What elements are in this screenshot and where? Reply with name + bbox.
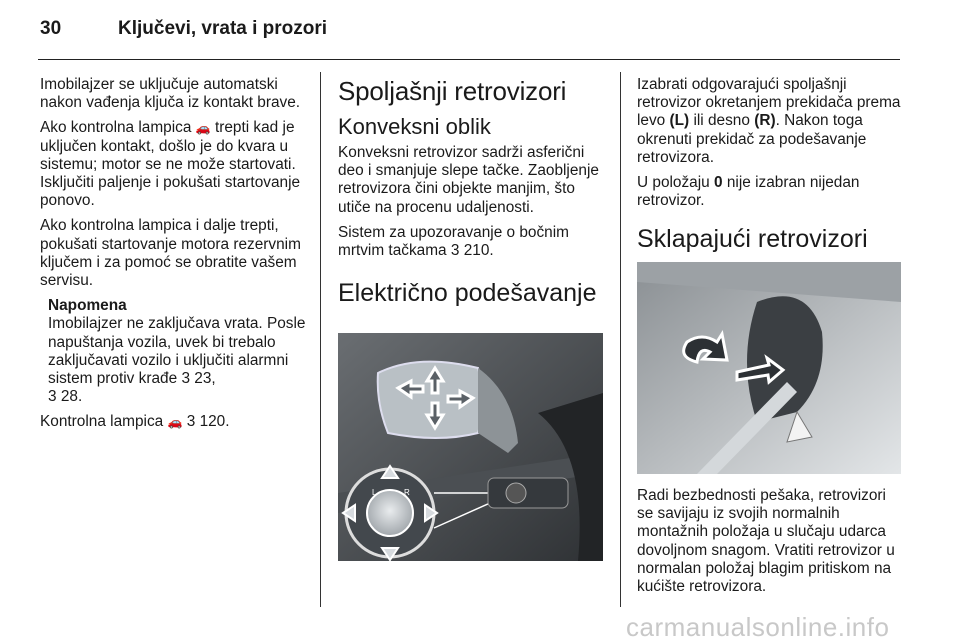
- car-lock-icon: 🚗: [195, 121, 211, 136]
- page-ref-icon: 3: [181, 370, 190, 388]
- text: ili desno: [693, 112, 750, 130]
- section-heading: Električno podešavanje: [338, 279, 597, 308]
- text: (R): [754, 112, 776, 130]
- text: (L): [669, 112, 690, 130]
- subsection-heading: Konveksni oblik: [338, 114, 491, 139]
- text: Imobilajzer ne zaključava vrata. Posle napuštanja vozila, uvek bi trebalo zaključavati vozilo i uključiti alarmni sistem protiv krađe: [48, 315, 306, 388]
- section-heading: Spoljašnji retrovizori: [338, 76, 567, 106]
- section-heading: Sklapajući retrovizori: [637, 225, 868, 254]
- paragraph: [40, 119, 308, 210]
- page-ref-icon: 3: [48, 388, 57, 406]
- page-header: [40, 18, 327, 40]
- switch-letter-r: R: [404, 488, 410, 497]
- text: Izabrati odgovarajući spoljašnji retrovizor okretanjem prekidača prema levo: [637, 76, 901, 130]
- text: nije izabran nijedan retrovizor.: [637, 174, 860, 210]
- text: . Nakon toga okrenuti prekidač za podešavanje retrovizora.: [637, 112, 867, 166]
- column-divider-1: [320, 72, 321, 607]
- text: Ako kontrolna lampica: [40, 119, 192, 137]
- switch-letter-l: L: [372, 488, 377, 497]
- note-box: [48, 297, 308, 406]
- paragraph: [637, 174, 905, 210]
- column-divider-2: [620, 72, 621, 607]
- paragraph: [637, 76, 905, 167]
- chapter-title: Ključevi, vrata i prozori: [118, 18, 328, 39]
- page-number: 30: [40, 18, 62, 39]
- paragraph: Konveksni retrovizor sadrži asferični deo i smanjuje slepe tačke. Zaobljenje retrovizora čini objekte manjim, što utiče na procenu udaljenosti.: [338, 144, 599, 216]
- column-2: [338, 76, 608, 324]
- note-text: [48, 315, 308, 406]
- text: 0: [714, 174, 723, 192]
- page-ref-icon: 3: [186, 413, 196, 431]
- paragraph: [40, 413, 308, 431]
- paragraph: [338, 224, 608, 260]
- text: 120.: [199, 413, 230, 431]
- text: 23,: [194, 370, 216, 388]
- column-1: [40, 76, 308, 439]
- watermark: carmanualsonline.info: [626, 612, 890, 642]
- car-lock-icon: 🚗: [167, 415, 183, 430]
- note-label: Napomena: [48, 297, 127, 315]
- paragraph: Ako kontrolna lampica i dalje trepti, pokušati startovanje motora rezervnim ključem i za pomoć se obratite vašem servisu.: [40, 217, 301, 290]
- column-3: [637, 76, 905, 270]
- text: U položaju: [637, 174, 710, 192]
- text: trepti kad je uključen kontakt, došlo je do kvara u sistemu; motor se ne može startovati. Isključiti paljenje i pokušati startovanje ponovo.: [40, 119, 301, 210]
- text: Kontrolna lampica: [40, 413, 164, 431]
- text: Sistem za upozoravanje o bočnim mrtvim tačkama: [338, 223, 569, 260]
- paragraph: Imobilajzer se uključuje automatski nakon vađenja ključa iz kontakt brave.: [40, 76, 301, 112]
- text: 210.: [463, 242, 494, 260]
- header-rule: [38, 59, 900, 60]
- paragraph: Radi bezbednosti pešaka, retrovizori se savijaju iz svojih normalnih montažnih položaja u slučaju udarca dovoljnom snagom. Vratiti retrovizor u normalan položaj blagim pritiskom na kućište retrovizora.: [637, 487, 895, 596]
- folding-mirror-illustration: [637, 262, 901, 474]
- text: 28.: [60, 388, 83, 406]
- mirror-adjust-illustration: [338, 333, 603, 561]
- page-ref-icon: 3: [450, 242, 460, 260]
- column-3-lower: [637, 487, 905, 603]
